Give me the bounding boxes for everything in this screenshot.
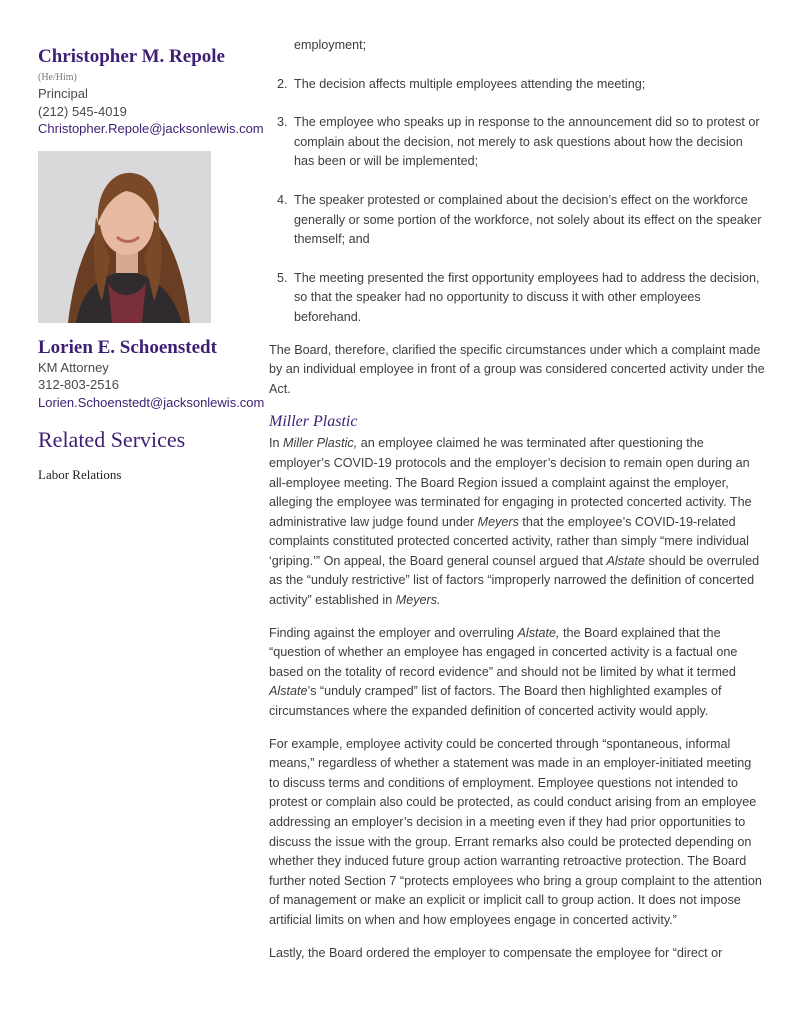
contact-title: KM Attorney (38, 359, 109, 375)
list-number: 5. (277, 270, 288, 285)
portrait-image (38, 151, 211, 323)
section-heading-miller-plastic: Miller Plastic (269, 413, 358, 431)
list-number: 3. (277, 115, 288, 130)
list-item (269, 191, 765, 250)
contact-title: Principal (38, 86, 88, 101)
list-item (269, 75, 765, 95)
list-item (269, 269, 765, 328)
case-name: Meyers. (395, 593, 441, 608)
list-item-text: The decision affects multiple employees attending the meeting; (294, 76, 646, 91)
contact-phone[interactable]: (212) 545-4019 (38, 103, 127, 119)
list-item-text: The meeting presented the first opportunity employees had to address the decision, so that the speaker had no opportunity to discuss it with other employees beforehand. (294, 270, 760, 324)
contact-name[interactable]: Christopher M. Repole (38, 46, 225, 67)
paragraph-board-clarified: The Board, therefore, clarified the specific circumstances under which a complaint made by an individual employee in front of a group was considered concerted activity under the Act. (269, 342, 765, 396)
related-services-heading: Related Services (38, 427, 186, 452)
contact-name[interactable]: Lorien E. Schoenstedt (38, 336, 217, 358)
factors-list (269, 75, 765, 328)
text: the Board explained that the “question of whether an employee has engaged in concerted activity is a factual one based on the totality of record evidence” and should not be limited by what it termed (269, 625, 738, 679)
related-service-link[interactable]: Labor Relations (38, 467, 122, 482)
contact-card-schoenstedt (38, 336, 265, 412)
continued-list-text: employment; (294, 38, 367, 52)
paragraph-miller-plastic (269, 434, 765, 610)
text: Finding against the employer and overruling (269, 625, 518, 640)
paragraph-example: For example, employee activity could be concerted through “spontaneous, informal means,” regardless of whether a statement was made in an employer-initiated meeting to discuss terms and conditions of employment. Employee questions not intended to protest or complain also could be protected, as could conduct arising from an employee addressing an employer’s decision in a meeting even if they had prior opportunities to discuss the issue with the group. Errant remarks also could be protected depending on whether they induced future group action warranting retroactive protection. The Board further noted Section 7 “protects employees who bring a group complaint to the attention of management or make an explicit or implicit call to group action. It does not impose artificial limits on when and how employees engage in concerted activity.” (269, 736, 762, 927)
contacts-sidebar (38, 46, 265, 483)
text: ’s “unduly cramped” list of factors. The Board then highlighted examples of circumstances where the expanded definition of concerted activity would apply. (269, 684, 722, 719)
text: In (269, 436, 284, 451)
list-number: 2. (277, 76, 288, 91)
contact-email-link[interactable]: Christopher.Repole@jacksonlewis.com (38, 121, 264, 136)
contact-pronouns: (He/Him) (38, 72, 77, 83)
list-item (269, 113, 765, 172)
paragraph-lastly: Lastly, the Board ordered the employer to compensate the employee for “direct or (269, 945, 723, 960)
case-name: Alstate (606, 553, 645, 568)
case-name: Alstate, (517, 625, 560, 640)
list-item-text: The employee who speaks up in response to the announcement did so to protest or complain about the decision, not merely to ask questions about how the decision has been or will be implemented; (294, 115, 760, 169)
case-name: Meyers (477, 514, 519, 529)
article-body (269, 36, 765, 963)
contact-photo[interactable] (38, 151, 211, 323)
list-number: 4. (277, 192, 288, 207)
paragraph-finding (269, 624, 765, 722)
contact-email-link[interactable]: Lorien.Schoenstedt@jacksonlewis.com (38, 394, 265, 410)
text: an employee claimed he was terminated after questioning the employer’s COVID-19 protocols and the employer’s decision to remain open during an all-employee meeting. The Board Region issued a complaint against the employer, alleging the employee was terminated for engaging in protected concerted activity. The administrative law judge found under (269, 436, 752, 529)
case-name: Miller Plastic, (283, 436, 358, 451)
contact-card-repole (38, 46, 264, 138)
list-item-text: The speaker protested or complained about the decision’s effect on the workforce generally or some portion of the workforce, not solely about its effect on the speaker themself; and (294, 192, 762, 247)
text: should be overruled as the “unduly restrictive” list of factors “improperly narrowed the definition of concerted activity” established in (269, 553, 760, 608)
text: that the employee’s COVID-19-related complaints constituted protected concerted activity, rather than simply “mere individual ‘griping.’” On appeal, the Board general counsel argued that (269, 514, 749, 568)
contact-phone[interactable]: 312-803-2516 (38, 377, 119, 392)
case-name: Alstate (269, 684, 308, 699)
